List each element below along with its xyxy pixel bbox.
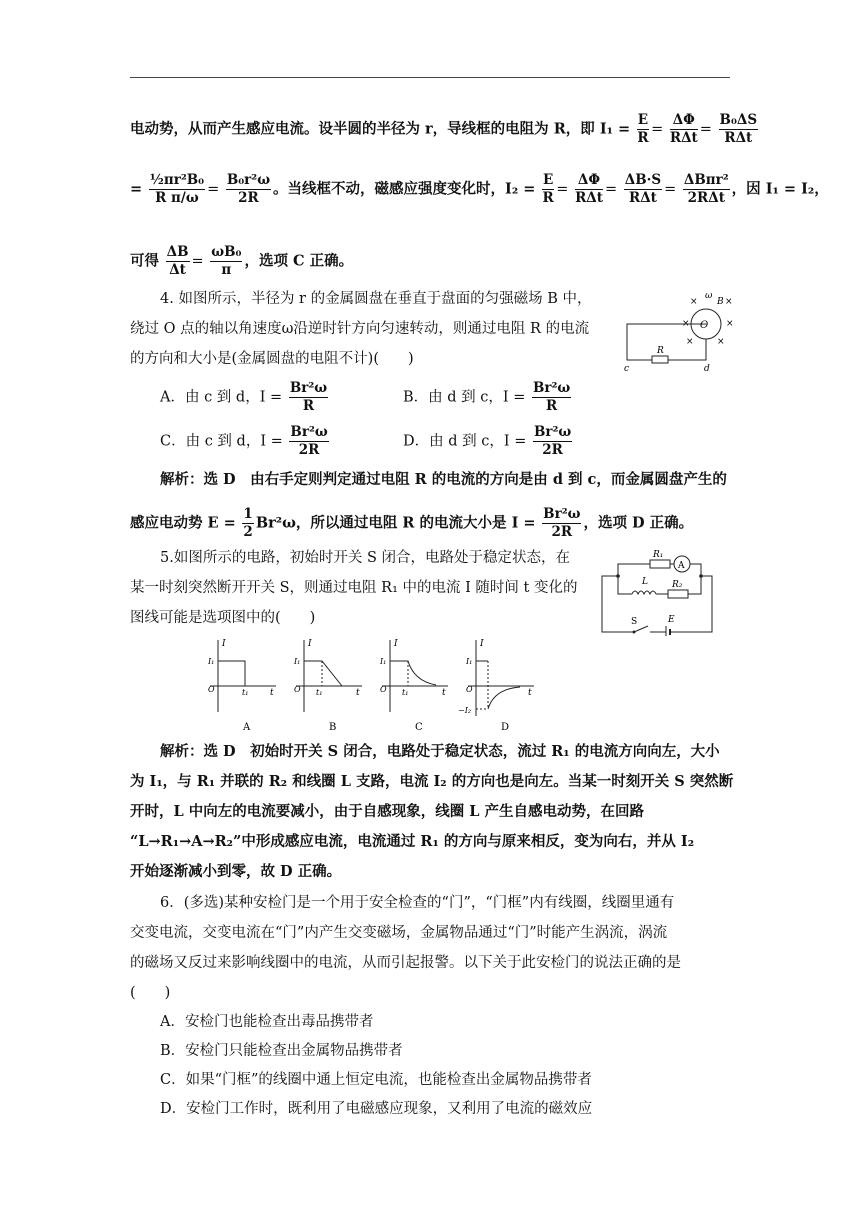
i1-label: I₁ bbox=[294, 657, 301, 666]
q6-option-c[interactable]: C．如果“门框”的线圈中通上恒定电流，也能检查出金属物品携带者 bbox=[160, 1072, 592, 1088]
q6-stem-1: 6．(多选)某种安检门是一个用于安全检查的“门”，“门框”内有线圈，线圈里通有 bbox=[160, 895, 675, 911]
q5-answer-5 bbox=[130, 862, 341, 882]
q4-stem-1: 4. 如图所示，半径为 r 的金属圆盘在垂直于盘面的匀强磁场 B 中， bbox=[160, 291, 592, 307]
fraction: $\frac{\text{Br²ω}}{R}$ bbox=[532, 380, 571, 414]
neg-i2-label: −I₂ bbox=[458, 706, 472, 715]
text: 由右手定则判定通过电阻 R 的电流的方向是由 d 到 c，而金属圆盘产生的 bbox=[250, 471, 727, 488]
text: 初始时开关 S 闭合，电路处于稳定状态，流过 R₁ 的电流方向向左，大小 bbox=[250, 743, 720, 760]
q5-answer-1 bbox=[160, 742, 720, 762]
text: Br²ω，所以通过电阻 R 的电流大小是 I = bbox=[255, 514, 536, 532]
text: 。当线框不动，磁感应强度变化时，I₂ = bbox=[273, 180, 536, 198]
q5-stem-3: 图线可能是选项图中的( ) bbox=[130, 610, 316, 626]
graph-d[interactable] bbox=[458, 639, 534, 733]
q5-answer-3 bbox=[130, 802, 644, 822]
axis-t-label: t bbox=[442, 688, 446, 698]
resistor-r bbox=[652, 356, 668, 363]
inductor-label: L bbox=[642, 577, 648, 587]
fraction: $\frac{\Delta\Phi}{\text{RΔt}}$ bbox=[669, 112, 698, 146]
axis-t-label: t bbox=[528, 688, 532, 698]
fraction: $\frac{\Delta\Phi}{\text{RΔt}}$ bbox=[575, 172, 603, 206]
axis-t-label: t bbox=[356, 688, 360, 698]
current-curve bbox=[218, 661, 245, 686]
field-mark: × bbox=[690, 297, 698, 307]
q6-stem-4: ( ) bbox=[130, 985, 171, 1001]
header-rule bbox=[130, 77, 730, 78]
q4-disc-circuit-figure bbox=[620, 290, 740, 372]
circuit-wire bbox=[627, 324, 706, 360]
fraction: $\frac{\text{ωB₀}}{\pi}$ bbox=[211, 244, 242, 278]
origin-label: O bbox=[208, 685, 215, 694]
axis-i-label: I bbox=[308, 639, 312, 649]
axis-i-label: I bbox=[480, 639, 484, 649]
text: 为 I₁，与 R₁ 并联的 R₂ 和线圈 L 支路，电流 I₂ 的方向也是向左。当某一时刻开关 S 突然断 bbox=[130, 773, 734, 790]
current-curve bbox=[304, 661, 342, 686]
q4-stem-3: 的方向和大小是(金属圆盘的电阻不计)( ) bbox=[130, 351, 414, 367]
circuit-wire bbox=[688, 576, 701, 594]
ammeter-label: A bbox=[678, 561, 685, 571]
t1-label: t₁ bbox=[316, 688, 323, 697]
battery-label: E bbox=[668, 615, 675, 625]
q4-answer-1 bbox=[160, 470, 727, 490]
text: 开始逐渐减小到零，故 D 正确。 bbox=[130, 863, 342, 880]
origin-label: O bbox=[294, 685, 301, 694]
t1-label: t₁ bbox=[242, 688, 249, 697]
q5-answer-4 bbox=[130, 832, 694, 852]
graph-b[interactable] bbox=[293, 639, 362, 733]
prev-line-2: = $\frac{\text{½πr²B₀}}{\text{R π/ω}}$ = $\frac{\text{B₀r²ω}}{2R}$ 。当线框不动，磁感应强度变化时，I₂ = $\frac{E}{R}$ = $\frac{\Delta\Phi}{\text{RΔt}}$ = $\frac{\Delta B\cdot S}{\text{RΔt}}$ = $\frac{\text{ΔBπr²}}{\text{2RΔt}}$ ，因 I₁ = I₂， bbox=[130, 172, 829, 206]
circuit-wire bbox=[618, 564, 650, 576]
fraction: $\frac{\text{Br²ω}}{R}$ bbox=[289, 380, 328, 414]
q5-stem-2: 某一时刻突然断开开关 S，则通过电阻 R₁ 中的电流 I 随时间 t 变化的 bbox=[130, 580, 578, 596]
omega-label: ω bbox=[705, 291, 713, 301]
fraction: $\frac{\text{ΔBπr²}}{\text{2RΔt}}$ bbox=[683, 172, 729, 206]
current-curve bbox=[390, 661, 436, 685]
point-d-label: d bbox=[704, 364, 710, 372]
prev-line-1: 电动势，从而产生感应电流。设半圆的半径为 r，导线框的电阻为 R，即 I₁ = $\frac{E}{R}$ = $\frac{\Delta\Phi}{\text{RΔt}}$ = $\frac{\text{B₀ΔS}}{\text{RΔt}}$ bbox=[130, 112, 758, 146]
graph-label: A bbox=[243, 722, 251, 733]
i1-label: I₁ bbox=[380, 657, 387, 666]
field-b-label: B bbox=[717, 297, 724, 307]
text: ，因 I₁ = I₂， bbox=[731, 180, 829, 198]
text: ，选项 C 正确。 bbox=[244, 252, 354, 270]
q6-option-d[interactable]: D．安检门工作时，既利用了电磁感应现象，又利用了电流的磁效应 bbox=[160, 1101, 593, 1117]
graph-c[interactable] bbox=[379, 639, 448, 733]
axis-i-label: I bbox=[222, 639, 226, 649]
fraction: $\frac{\Delta B\cdot S}{\text{RΔt}}$ bbox=[624, 172, 662, 206]
center-o-label: O bbox=[700, 320, 709, 331]
inductor-coil bbox=[632, 591, 656, 594]
q6-stem-3: 的磁场又反过来影响线圈中的电流，从而引起报警。以下关于此安检门的说法正确的是 bbox=[130, 955, 681, 971]
circuit-wire bbox=[618, 576, 632, 594]
text: ，选项 D 正确。 bbox=[583, 514, 694, 532]
fraction: $\frac{\Delta B}{\Delta t}$ bbox=[166, 244, 189, 278]
q4-answer-2 bbox=[130, 506, 693, 541]
q4-option-d[interactable]: D．由 d 到 c，I = $\frac{\text{Br²ω}}{2R}$ bbox=[403, 424, 572, 458]
junction bbox=[616, 574, 620, 578]
answer-label: 解析：选 D bbox=[160, 471, 236, 488]
fraction: $\frac{E}{R}$ bbox=[637, 112, 649, 146]
q4-option-b[interactable]: B．由 d 到 c，I = $\frac{\text{Br²ω}}{R}$ bbox=[403, 380, 571, 414]
resistor-label: R bbox=[657, 346, 664, 356]
q6-stem-2: 交变电流，交变电流在“门”内产生交变磁场，金属物品通过“门”时能产生涡流，涡流 bbox=[130, 925, 668, 941]
resistor-r2 bbox=[668, 590, 688, 598]
answer-label: 解析：选 D bbox=[160, 743, 236, 760]
field-mark: × bbox=[686, 337, 694, 347]
q4-option-c[interactable]: C．由 c 到 d，I = $\frac{\text{Br²ω}}{2R}$ bbox=[160, 424, 328, 458]
graph-a[interactable] bbox=[207, 639, 276, 733]
text: 电动势，从而产生感应电流。设半圆的半径为 r，导线框的电阻为 R，即 I₁ = bbox=[130, 120, 631, 138]
fraction: $\frac{\text{B₀r²ω}}{2R}$ bbox=[226, 172, 271, 206]
switch-label: S bbox=[631, 617, 638, 627]
axis-t-label: t bbox=[270, 688, 274, 698]
origin-label: O bbox=[380, 685, 387, 694]
circuit-wire bbox=[690, 564, 701, 576]
graph-label: D bbox=[501, 722, 510, 733]
resistor-r1 bbox=[650, 560, 670, 568]
q5-graph-options bbox=[200, 636, 550, 736]
field-mark: × bbox=[682, 319, 690, 329]
text: 可得 bbox=[130, 252, 159, 270]
point-c-label: c bbox=[624, 364, 630, 372]
t1-label: t₁ bbox=[402, 688, 409, 697]
text: 感应电动势 E = bbox=[130, 514, 236, 532]
field-mark: × bbox=[726, 319, 734, 329]
q4-option-a[interactable]: A．由 c 到 d，I = $\frac{\text{Br²ω}}{R}$ bbox=[160, 380, 328, 414]
q5-circuit-figure bbox=[598, 546, 716, 636]
graph-label: C bbox=[415, 722, 423, 733]
fraction: $\frac{E}{R}$ bbox=[542, 172, 554, 206]
resistor-r2-label: R₂ bbox=[672, 580, 683, 590]
fraction: $\frac{\text{Br²ω}}{2R}$ bbox=[543, 506, 581, 540]
fraction: $\frac{\text{Br²ω}}{2R}$ bbox=[533, 424, 572, 458]
origin-label: O bbox=[466, 685, 473, 694]
axis-i-label: I bbox=[394, 639, 398, 649]
prev-line-3: 可得 $\frac{\Delta B}{\Delta t}$ = $\frac{\text{ωB₀}}{\pi}$ ，选项 C 正确。 bbox=[130, 244, 354, 278]
q5-stem-1: 5.如图所示的电路，初始时开关 S 闭合，电路处于稳定状态，在 bbox=[160, 550, 570, 566]
field-mark: × bbox=[725, 297, 733, 307]
field-mark: × bbox=[717, 337, 725, 347]
q6-option-b[interactable]: B．安检门只能检查出金属物品携带者 bbox=[160, 1043, 403, 1059]
i1-label: I₁ bbox=[208, 657, 215, 666]
junction bbox=[699, 574, 703, 578]
i1-label: I₁ bbox=[466, 657, 473, 666]
current-curve bbox=[488, 687, 520, 709]
q6-option-a[interactable]: A．安检门也能检查出毒品携带者 bbox=[160, 1014, 374, 1030]
fraction: $\frac{\text{Br²ω}}{2R}$ bbox=[290, 424, 328, 458]
fraction: $\frac{1}{2}$ bbox=[243, 506, 253, 540]
fraction: $\frac{\text{B₀ΔS}}{\text{RΔt}}$ bbox=[719, 112, 758, 146]
q5-answer-2 bbox=[130, 772, 733, 792]
fraction: $\frac{\text{½πr²B₀}}{\text{R π/ω}}$ bbox=[149, 172, 205, 206]
text: 开时，L 中向左的电流要减小，由于自感现象，线圈 L 产生自感电动势，在回路 bbox=[130, 803, 645, 820]
text: “L→R₁→A→R₂”中形成感应电流，电流通过 R₁ 的方向与原来相反，变为向右，并从 I₂ bbox=[130, 833, 695, 850]
q4-stem-2: 绕过 O 点的轴以角速度ω沿逆时针方向匀速转动，则通过电阻 R 的电流 bbox=[130, 321, 590, 337]
graph-label: B bbox=[329, 722, 337, 733]
resistor-r1-label: R₁ bbox=[653, 550, 664, 560]
